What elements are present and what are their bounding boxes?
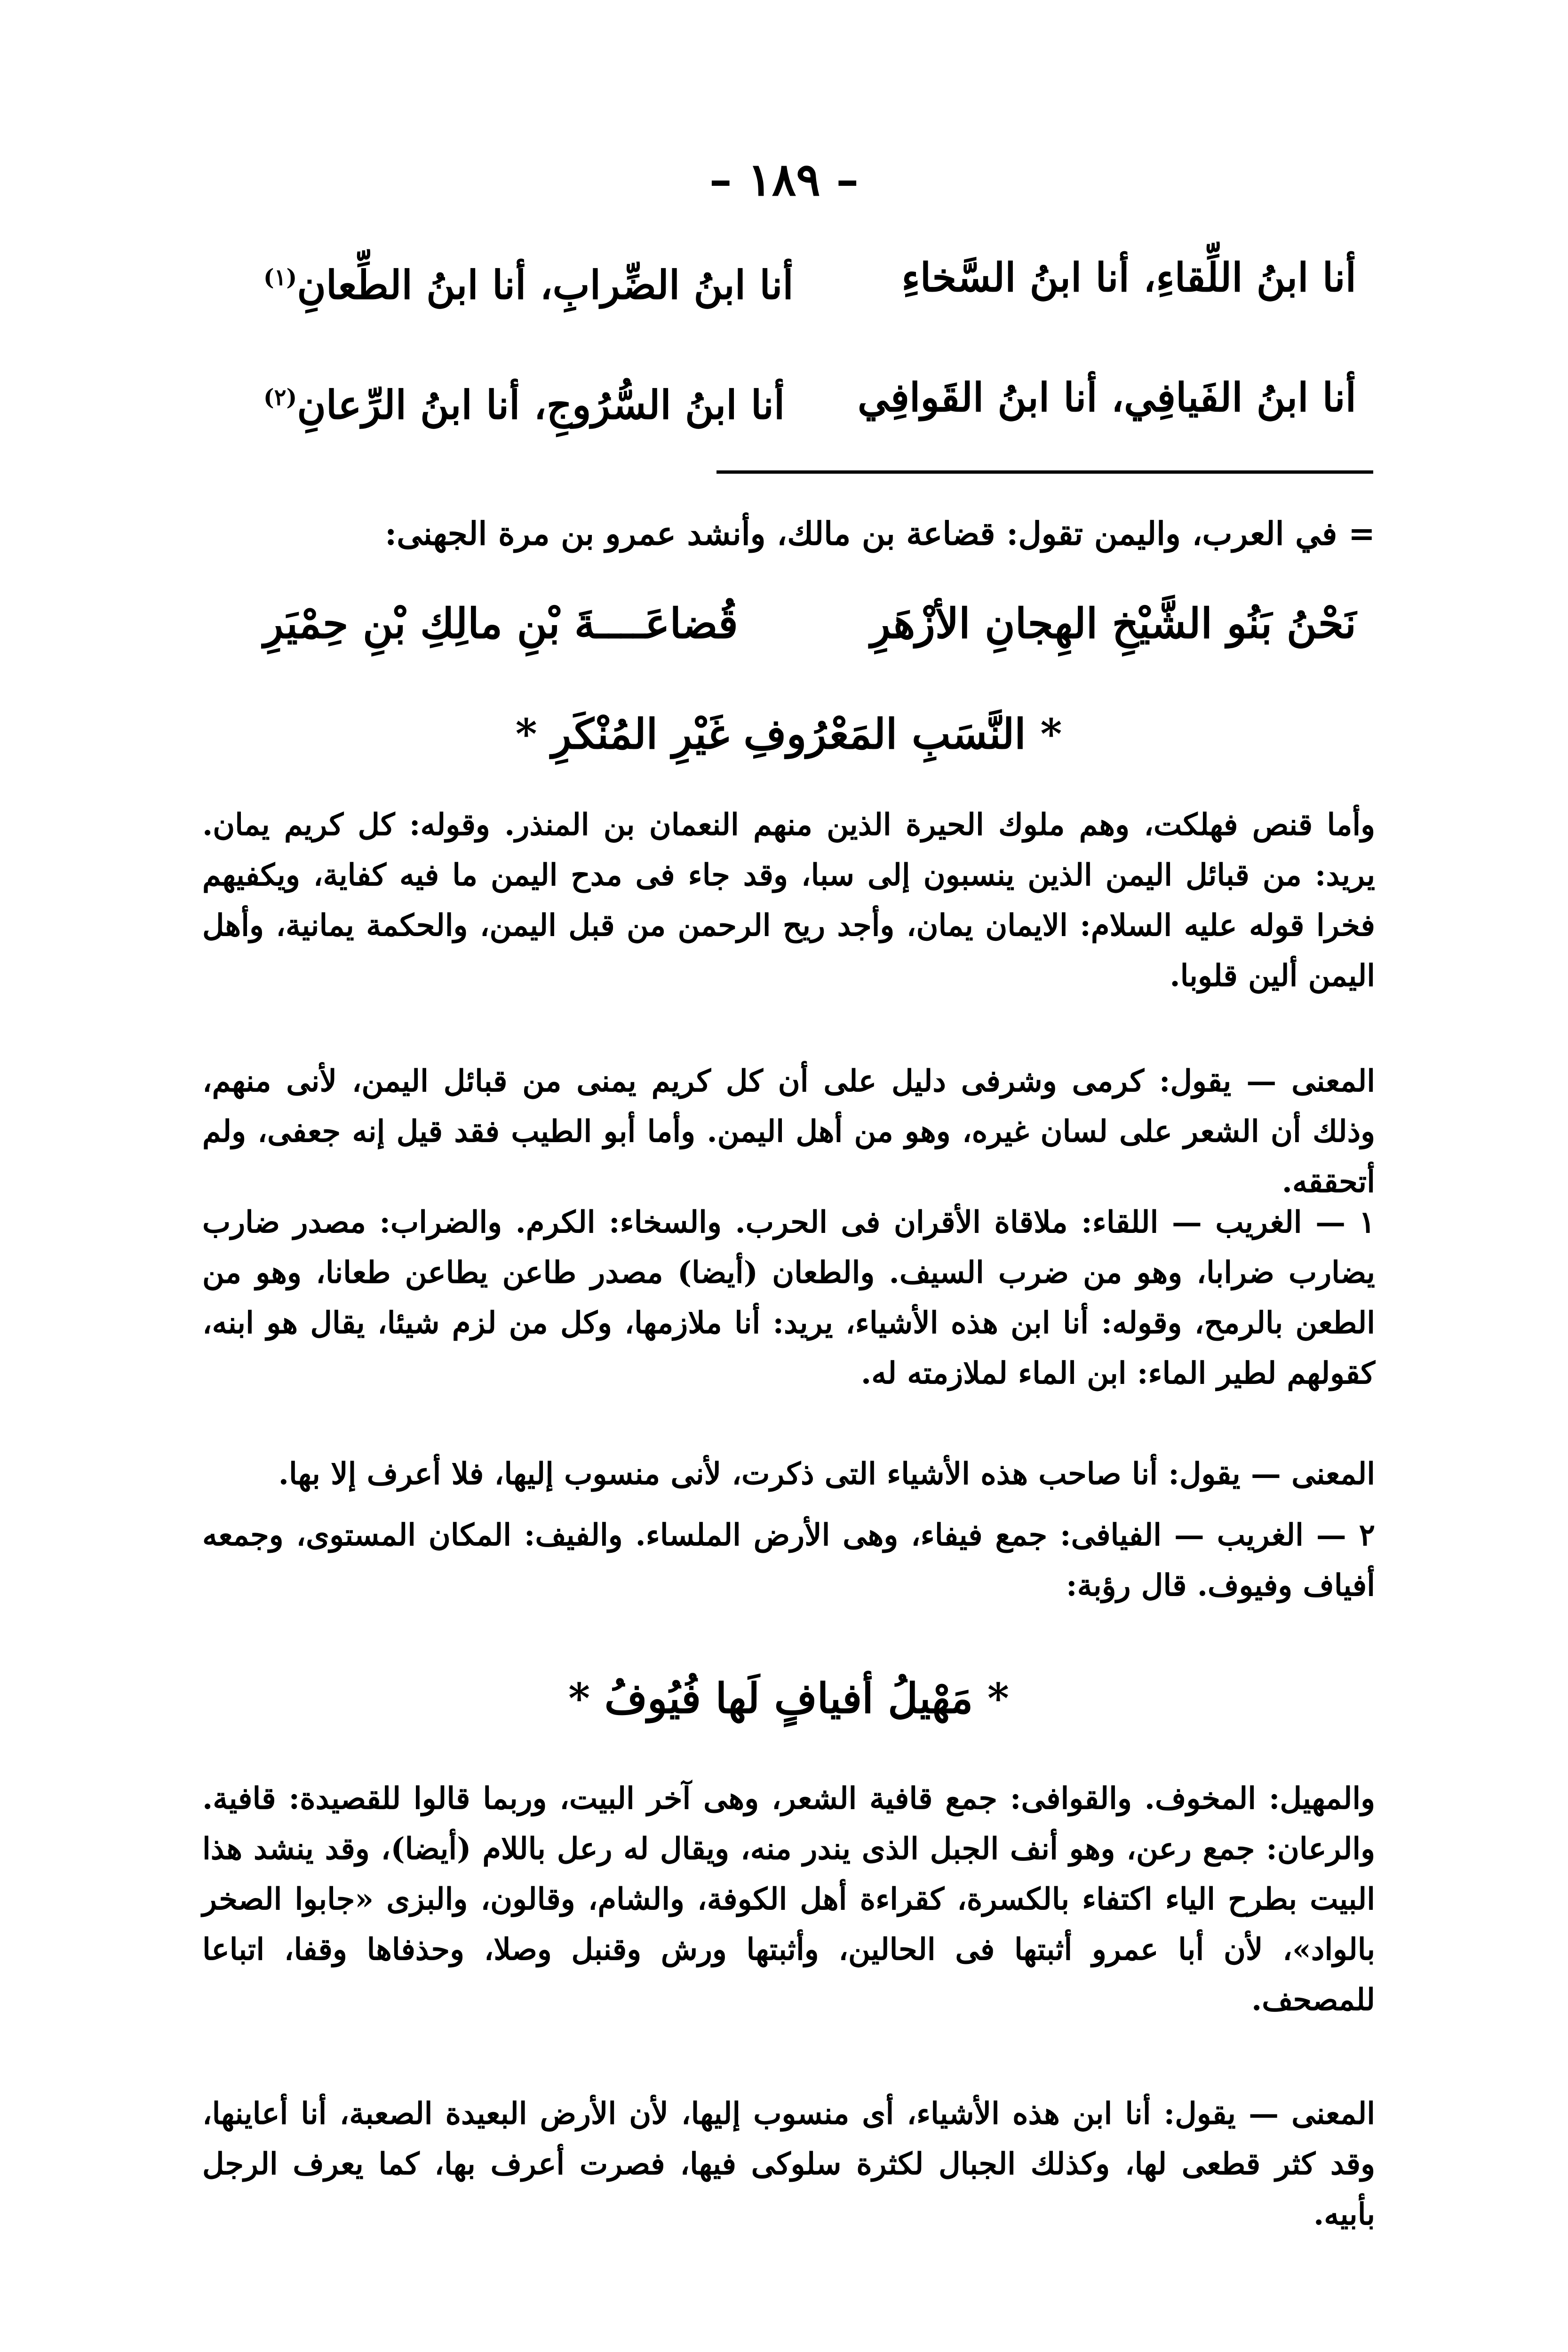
verse-1-second-hemistich (263, 245, 794, 318)
paragraph-gloss-2 (202, 1510, 1375, 1611)
verse-1-first-hemistich: أنا ابنُ اللِّقاءِ، أنا ابنُ السَّخاءِ (901, 254, 1356, 301)
gloss-label-1: ١ — الغريب — (1171, 1205, 1376, 1240)
gloss-label-2: ٢ — الغريب — (1174, 1518, 1376, 1553)
footnote-continuation-marker: = (1348, 515, 1375, 553)
meaning-text-2: يقول: أنا صاحب هذه الأشياء التى ذكرت، لأنى منسوب إليها، فلا أعرف إلا بها. (278, 1456, 1241, 1492)
gloss-text-1: اللقاء: ملاقاة الأقران فى الحرب. والسخاء: الكرم. والضراب: مصدر ضارب يضارب ضرابا، وهو من ضرب السيف. والطعان (أيضا) مصدر طاعن يطاعن طعانا، وهو من الطعن بالرمح، وقوله: أنا ابن هذه الأشياء، يريد: أنا ملازمها، وكل من لزم شيئا، يقال هو ابنه، كقولهم لطير الماء: ابن الماء لملازمته له. (202, 1205, 1375, 1391)
meaning-label-2: المعنى — (1250, 1456, 1375, 1492)
footnote-continuation (226, 508, 1375, 560)
footnote-verse-first: نَحْنُ بَنُو الشَّيْخِ الهِجانِ الأزْهَرِ (870, 599, 1356, 648)
meaning-text-1: يقول: كرمى وشرفى دليل على أن كل كريم يمنى من قبائل اليمن، لأنى منهم، وذلك أن الشعر على لسان غيره، وهو من أهل اليمن. وأما أبو الطيب فقد قيل إنه جعفى، ولم أتحققه. (202, 1064, 1376, 1200)
verse-2-second-hemistich (263, 365, 785, 438)
meaning-label-1: المعنى — (1246, 1064, 1376, 1099)
footnote-divider (716, 470, 1373, 474)
paragraph-meaning-2 (202, 1449, 1375, 1499)
glossary-long-text: والمهيل: المخوف. والقوافى: جمع قافية الشعر، وهى آخر البيت، وربما قالوا للقصيدة: قافية. والرعان: جمع رعن، وهو أنف الجبل الذى يندر منه، ويقال له رعل باللام (أيضا)، وقد ينشد هذا البيت بطرح الياء اكتفاء بالكسرة، كقراءة أهل الكوفة، والشام، وقالون، والبزى «جابوا الصخر بالواد»، لأن أبا عمرو أثبتها فى الحالين، وأثبتها ورش وقنبل وصلا، وحذفاها وقفا، اتباعا للمصحف. (202, 1781, 1376, 2018)
paragraph-meaning-3 (202, 2089, 1375, 2240)
footnote-verse (263, 590, 1356, 656)
page-number: – ١٨٩ – (709, 153, 859, 206)
meaning-text-3: يقول: أنا ابن هذه الأشياء، أى منسوب إليها، لأن الأرض البعيدة الصعبة، أنا أعاينها، وقد كثر قطعى لها، وكذلك الجبال لكثرة سلوكى فيها، فصرت أعرف بها، كما يعرف الرجل بأبيه. (202, 2096, 1375, 2232)
verse-2-first-hemistich: أنا ابنُ الفَيافِي، أنا ابنُ القَوافِي (857, 374, 1356, 421)
paragraph-meaning-1 (202, 1056, 1375, 1207)
ruba-verse: * مَهْيلُ أفيافٍ لَها فُيُوفُ * (568, 1674, 1009, 1723)
meaning-label-3: المعنى — (1249, 2096, 1376, 2131)
footnote-verse-third: * النَّسَبِ المَعْرُوفِ غَيْرِ المُنْكَرِ * (515, 709, 1062, 758)
footnote-ref-2: (٢) (263, 384, 297, 411)
verse-2-second-text: أنا ابنُ السُّرُوجِ، أنا ابنُ الرِّعانِ (297, 381, 785, 428)
verse-1-second-text: أنا ابنُ الضِّرابِ، أنا ابنُ الطِّعانِ (297, 262, 794, 308)
poem-verse-2 (263, 365, 1356, 430)
footnote-continuation-text: في العرب، واليمن تقول: قضاعة بن مالك، وأنشد عمرو بن مرة الجهنى: (385, 515, 1337, 553)
gloss-text-2: الفيافى: جمع فيفاء، وهى الأرض الملساء. والفيف: المكان المستوى، وجمعه أفياف وفيوف. قال رؤبة: (202, 1518, 1375, 1603)
paragraph-glossary-long (202, 1773, 1375, 2025)
paragraph-gloss-1 (202, 1197, 1375, 1398)
paragraph-yemen-text: وأما قنص فهلكت، وهم ملوك الحيرة الذين منهم النعمان بن المنذر. وقوله: كل كريم يمان. يريد: من قبائل اليمن الذين ينسبون إلى سبا، وقد جاء فى مدح اليمن ما فيه كفاية، ويكفيهم فخرا قوله عليه السلام: الايمان يمان، وأجد ريح الرحمن من قبل اليمن، والحكمة يمانية، وأهل اليمن ألين قلوبا. (202, 807, 1376, 993)
paragraph-yemen (202, 800, 1375, 1001)
poem-verse-1 (263, 245, 1356, 310)
footnote-ref-1: (١) (263, 264, 297, 291)
footnote-verse-second: قُضاعَــــةَ بْنِ مالِكِ بْنِ حِمْيَرِ (263, 599, 738, 648)
